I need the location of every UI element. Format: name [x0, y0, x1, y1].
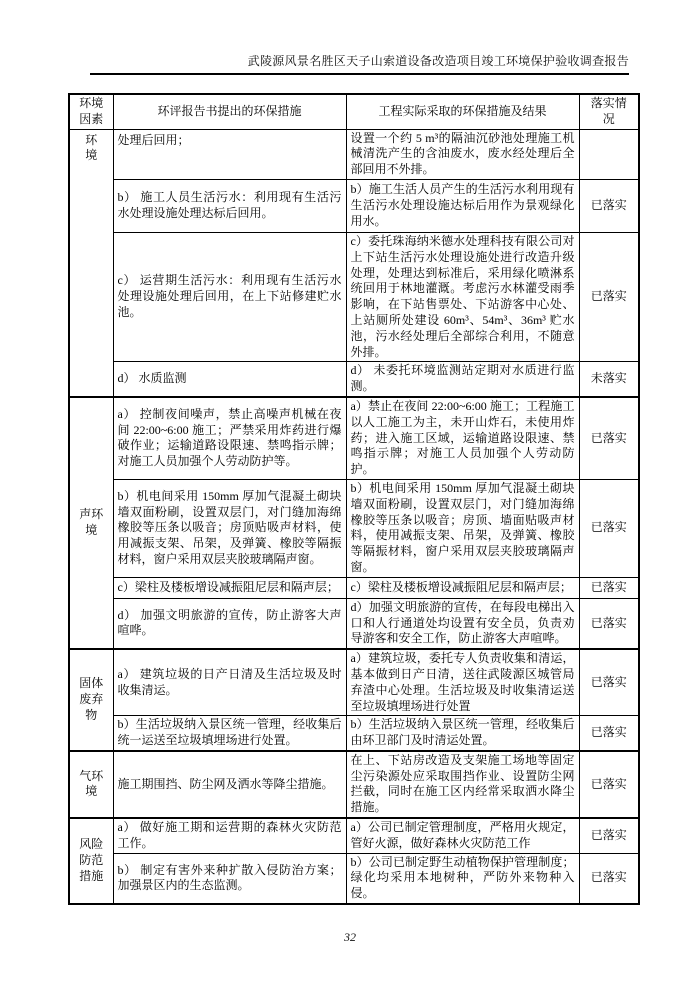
table-row	[69, 129, 639, 179]
measure-cell: b） 制定有害外来种扩散入侵防治方案；加强景区内的生态监测。	[113, 853, 346, 904]
measure-cell: a） 建筑垃圾的日产日清及生活垃圾及时收集清运。	[113, 649, 346, 716]
table-row	[69, 232, 639, 361]
measure-cell: d） 加强文明旅游的宣传，防止游客大声喧哗。	[113, 598, 346, 649]
factor-cell-water-env: 环 境	[69, 129, 113, 397]
status-cell: 已落实	[579, 479, 639, 577]
column-header-measure: 环评报告书提出的环保措施	[113, 94, 346, 129]
table-row	[69, 716, 639, 751]
actual-cell: a）禁止在夜间 22:00~6:00 施工；工程施工以人工施工为主，未开山炸石，未使用炸药；进入施工区域，运输道路设限速、禁鸣指示牌；对施工人员加强个人劳动防护。	[346, 397, 579, 479]
status-cell: 已落实	[579, 397, 639, 479]
table-header-row	[69, 94, 639, 129]
page-header-title: 武陵源风景名胜区天子山索道设备改造项目竣工环境保护验收调查报告	[90, 52, 629, 75]
actual-cell: b）机电间采用 150mm 厚加气混凝土砌块墙双面粉刷，设置双层门，对门缝加海绵橡胶等压条以吸音；房顶、墙面贴吸声材料，使用减振支架、吊架，及弹簧、橡胶等隔振材料，窗户采用双层夹胶玻璃隔声窗。	[346, 479, 579, 577]
measure-cell: c） 运营期生活污水：利用现有生活污水处理设施处理后回用，在上下站修建贮水池。	[113, 232, 346, 361]
status-cell: 已落实	[579, 179, 639, 232]
column-header-actual: 工程实际采取的环保措施及结果	[346, 94, 579, 129]
column-header-status: 落实情 况	[579, 94, 639, 129]
measure-cell: 施工期围挡、防尘网及洒水等降尘措施。	[113, 751, 346, 818]
actual-cell: b）公司已制定野生动植物保护管理制度；绿化均采用本地树种，严防外来物种入侵。	[346, 853, 579, 904]
table-row	[69, 179, 639, 232]
measure-cell: b） 施工人员生活污水：利用现有生活污水处理设施处理达标后回用。	[113, 179, 346, 232]
measure-cell: a） 控制夜间噪声，禁止高噪声机械在夜间 22:00~6:00 施工；严禁采用炸药进行爆破作业；运输道路设限速、禁鸣指示牌；对施工人员加强个人劳动防护等。	[113, 397, 346, 479]
actual-cell: a）建筑垃圾，委托专人负责收集和清运，基本做到日产日清，送往武陵源区城管局弃渣中心处理。生活垃圾及时收集清运送至垃圾填埋场进行处置	[346, 649, 579, 716]
table-row	[69, 577, 639, 598]
actual-cell: c）梁柱及楼板增设减振阻尼层和隔声层；	[346, 577, 579, 598]
table-row	[69, 853, 639, 904]
measure-cell: b）生活垃圾纳入景区统一管理，经收集后统一运送至垃圾填埋场进行处置。	[113, 716, 346, 751]
report-table	[68, 93, 640, 905]
measure-cell: d） 水质监测	[113, 362, 346, 397]
actual-cell: d）加强文明旅游的宣传，在每段电梯出入口和人行通道处均设置有安全员，负责劝导游客和安全工作，防止游客大声喧哗。	[346, 598, 579, 649]
table-row	[69, 649, 639, 716]
status-cell: 已落实	[579, 577, 639, 598]
measure-cell: b）机电间采用 150mm 厚加气混凝土砌块墙双面粉刷，设置双层门，对门缝加海绵橡胶等压条以吸音；房顶贴吸声材料，使用减振支架、吊架，及弹簧、橡胶等隔振材料，窗户采用双层夹胶玻璃隔声窗。	[113, 479, 346, 577]
factor-cell-noise-env: 声环 境	[69, 397, 113, 649]
actual-cell: b）生活垃圾纳入景区统一管理，经收集后由环卫部门及时清运处置。	[346, 716, 579, 751]
status-cell: 未落实	[579, 362, 639, 397]
measure-cell: c）梁柱及楼板增设减振阻尼层和隔声层；	[113, 577, 346, 598]
page-number: 32	[344, 930, 356, 944]
table-row	[69, 818, 639, 853]
actual-cell: 在上、下站房改造及支架施工场地等固定尘污染源处应采取围挡作业、设置防尘网拦截，同时在施工区内经常采取洒水降尘措施。	[346, 751, 579, 818]
measure-cell: 处理后回用；	[113, 129, 346, 179]
table-row	[69, 397, 639, 479]
factor-cell-risk-prevention: 风险 防范 措施	[69, 818, 113, 904]
status-cell: 已落实	[579, 716, 639, 751]
status-cell: 已落实	[579, 232, 639, 361]
measure-cell: a） 做好施工期和运营期的森林火灾防范工作。	[113, 818, 346, 853]
table-row	[69, 751, 639, 818]
factor-cell-solid-waste: 固体 废弃 物	[69, 649, 113, 751]
status-cell	[579, 129, 639, 179]
actual-cell: d） 未委托环境监测站定期对水质进行监测。	[346, 362, 579, 397]
status-cell: 已落实	[579, 751, 639, 818]
actual-cell: b）施工生活人员产生的生活污水利用现有生活污水处理设施达标后用作为景观绿化用水。	[346, 179, 579, 232]
actual-cell: a）公司已制定管理制度，严格用火规定，管好火源，做好森林火灾防范工作	[346, 818, 579, 853]
status-cell: 已落实	[579, 598, 639, 649]
status-cell: 已落实	[579, 649, 639, 716]
factor-cell-air-env: 气环 境	[69, 751, 113, 818]
actual-cell: c）委托珠海纳米德水处理科技有限公司对上下站生活污水处理设施处进行改造升级处理，处理达到标准后，采用绿化喷淋系统回用于林地灌溉。考虑污水林灌受雨季影响，在下站售票处、下站游客中心处、上站厕所处建设 60m³、54m³、36m³ 贮水池，污水经处理后全部综合利用，不随意外排。	[346, 232, 579, 361]
table-row	[69, 362, 639, 397]
column-header-factor: 环境 因素	[69, 94, 113, 129]
actual-cell: 设置一个约 5 m³的隔油沉砂池处理施工机械清洗产生的含油废水，废水经处理后全部回用不外排。	[346, 129, 579, 179]
status-cell: 已落实	[579, 853, 639, 904]
table-row	[69, 598, 639, 649]
status-cell: 已落实	[579, 818, 639, 853]
table-row	[69, 479, 639, 577]
